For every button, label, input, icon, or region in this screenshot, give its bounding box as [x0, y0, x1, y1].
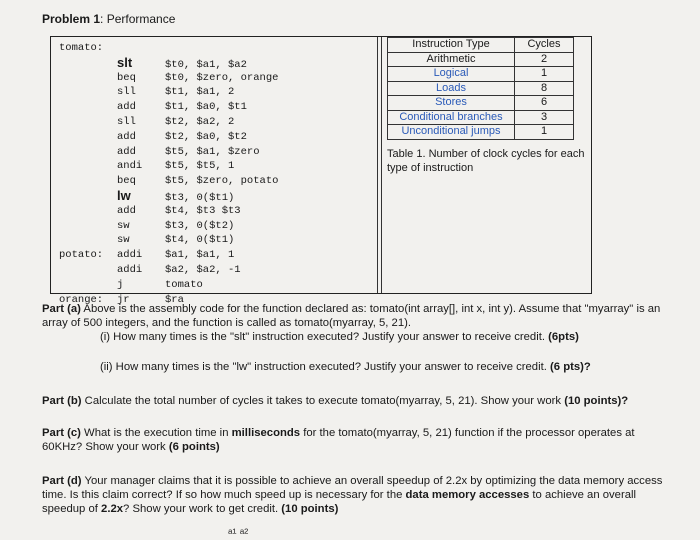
code-line [59, 115, 278, 130]
code-line [59, 85, 278, 100]
code-label: orange: [59, 293, 104, 306]
code-operands: $t2, $a0, $t2 [165, 130, 247, 143]
code-operands: $t5, $zero, potato [165, 175, 279, 188]
code-operands: $t5, $t5, 1 [165, 160, 235, 173]
code-line [59, 56, 278, 71]
code-line [59, 100, 278, 115]
code-opcode: add [117, 204, 136, 217]
table-row: Logical 1 [388, 67, 574, 82]
code-operands: $t5, $a1, $zero [165, 145, 260, 158]
code-opcode: add [117, 145, 136, 158]
table-caption: Table 1. Number of clock cycles for each type of instruction [387, 148, 585, 174]
code-operands: $a1, $a1, 1 [165, 249, 235, 262]
code-opcode: beq [117, 71, 136, 84]
code-line [59, 71, 278, 86]
table-row: Conditional branches 3 [388, 110, 574, 125]
page-title: Problem 1: Performance [42, 12, 176, 26]
header-instruction-type: Instruction Type [388, 38, 515, 53]
cycles-table-header [388, 38, 574, 53]
code-operands: $t1, $a0, $t1 [165, 101, 247, 114]
code-line [59, 278, 278, 293]
code-line [59, 189, 278, 204]
code-operands: $t3, 0($t1) [165, 191, 235, 204]
code-operands: $t0, $zero, orange [165, 71, 279, 84]
code-operands: $t1, $a1, 2 [165, 86, 235, 99]
code-operands: $a2, $a2, -1 [165, 263, 241, 276]
assembly-code [59, 41, 278, 307]
code-operands: $t2, $a2, 2 [165, 115, 235, 128]
table-row: Unconditional jumps 1 [388, 125, 574, 140]
code-opcode: sw [117, 219, 130, 232]
code-opcode: sll [117, 115, 136, 128]
problem-table [50, 36, 592, 306]
part-b: Part (b) Calculate the total number of cycles it takes to execute tomato(myarray, 5, 21). Show your work (10 points)? [42, 395, 629, 407]
cutoff-text: ᵃ¹ ᵃ² [228, 526, 249, 540]
cycles-table [387, 37, 574, 140]
table-row: Arithmetic 2 [388, 52, 574, 67]
part-a: Part (a) Above is the assembly code for the function declared as: tomato(int array[], int x, int y). Assume that "myarray" is an array of 500 integers, and the function is called as tomato(myarray, 5, 21). (i) How many times is the "slt" instruction executed? Justify your answer to receive credit. (6pts) [42, 303, 661, 343]
part-a-i: (i) How many times is the "slt" instruction executed? Justify your answer to receive credit. (6pts) [100, 331, 579, 343]
code-opcode: add [117, 130, 136, 143]
code-line [59, 248, 278, 263]
code-opcode: beq [117, 175, 136, 188]
code-line [59, 159, 278, 174]
table-row: Stores 6 [388, 96, 574, 111]
code-line [59, 219, 278, 234]
code-line [59, 174, 278, 189]
code-opcode: sw [117, 234, 130, 247]
part-d: Part (d) Your manager claims that it is possible to achieve an overall speedup of 2.2x by optimizing the data memory access time. Is this claim correct? If so how much speed up is necessary for the data memory accesses to achieve an overall speedup of 2.2x? Show your work to get credit. (10 points) [42, 475, 663, 515]
code-opcode: sll [117, 86, 136, 99]
code-line [59, 263, 278, 278]
code-operands: tomato [165, 278, 203, 291]
code-opcode: andi [117, 160, 143, 173]
code-opcode: addi [117, 263, 143, 276]
code-opcode: add [117, 101, 136, 114]
code-line [59, 41, 278, 56]
code-opcode: j [117, 278, 124, 291]
table-row: Loads 8 [388, 81, 574, 96]
code-line [59, 145, 278, 160]
code-opcode: lw [117, 187, 131, 203]
part-c: Part (c) What is the execution time in milliseconds for the tomato(myarray, 5, 21) function if the processor operates at 60KHz? Show your work (6 points) [42, 427, 635, 453]
code-operands: $t4, $t3 $t3 [165, 204, 241, 217]
header-cycles: Cycles [515, 38, 574, 53]
part-a-ii: (ii) How many times is the "lw" instruction executed? Justify your answer to receive credit. (6 pts)? [100, 361, 591, 373]
code-opcode: addi [117, 249, 143, 262]
code-label: tomato: [59, 42, 104, 54]
code-opcode: slt [117, 54, 133, 70]
code-line [59, 204, 278, 219]
code-line [59, 233, 278, 248]
code-label: potato: [59, 249, 104, 262]
code-operands: $t4, 0($t1) [165, 234, 235, 247]
code-operands: $t3, 0($t2) [165, 219, 235, 232]
code-operands: $t0, $a1, $a2 [165, 58, 247, 71]
code-operands: $ra [165, 293, 184, 306]
code-opcode: jr [117, 293, 130, 306]
code-line [59, 130, 278, 145]
